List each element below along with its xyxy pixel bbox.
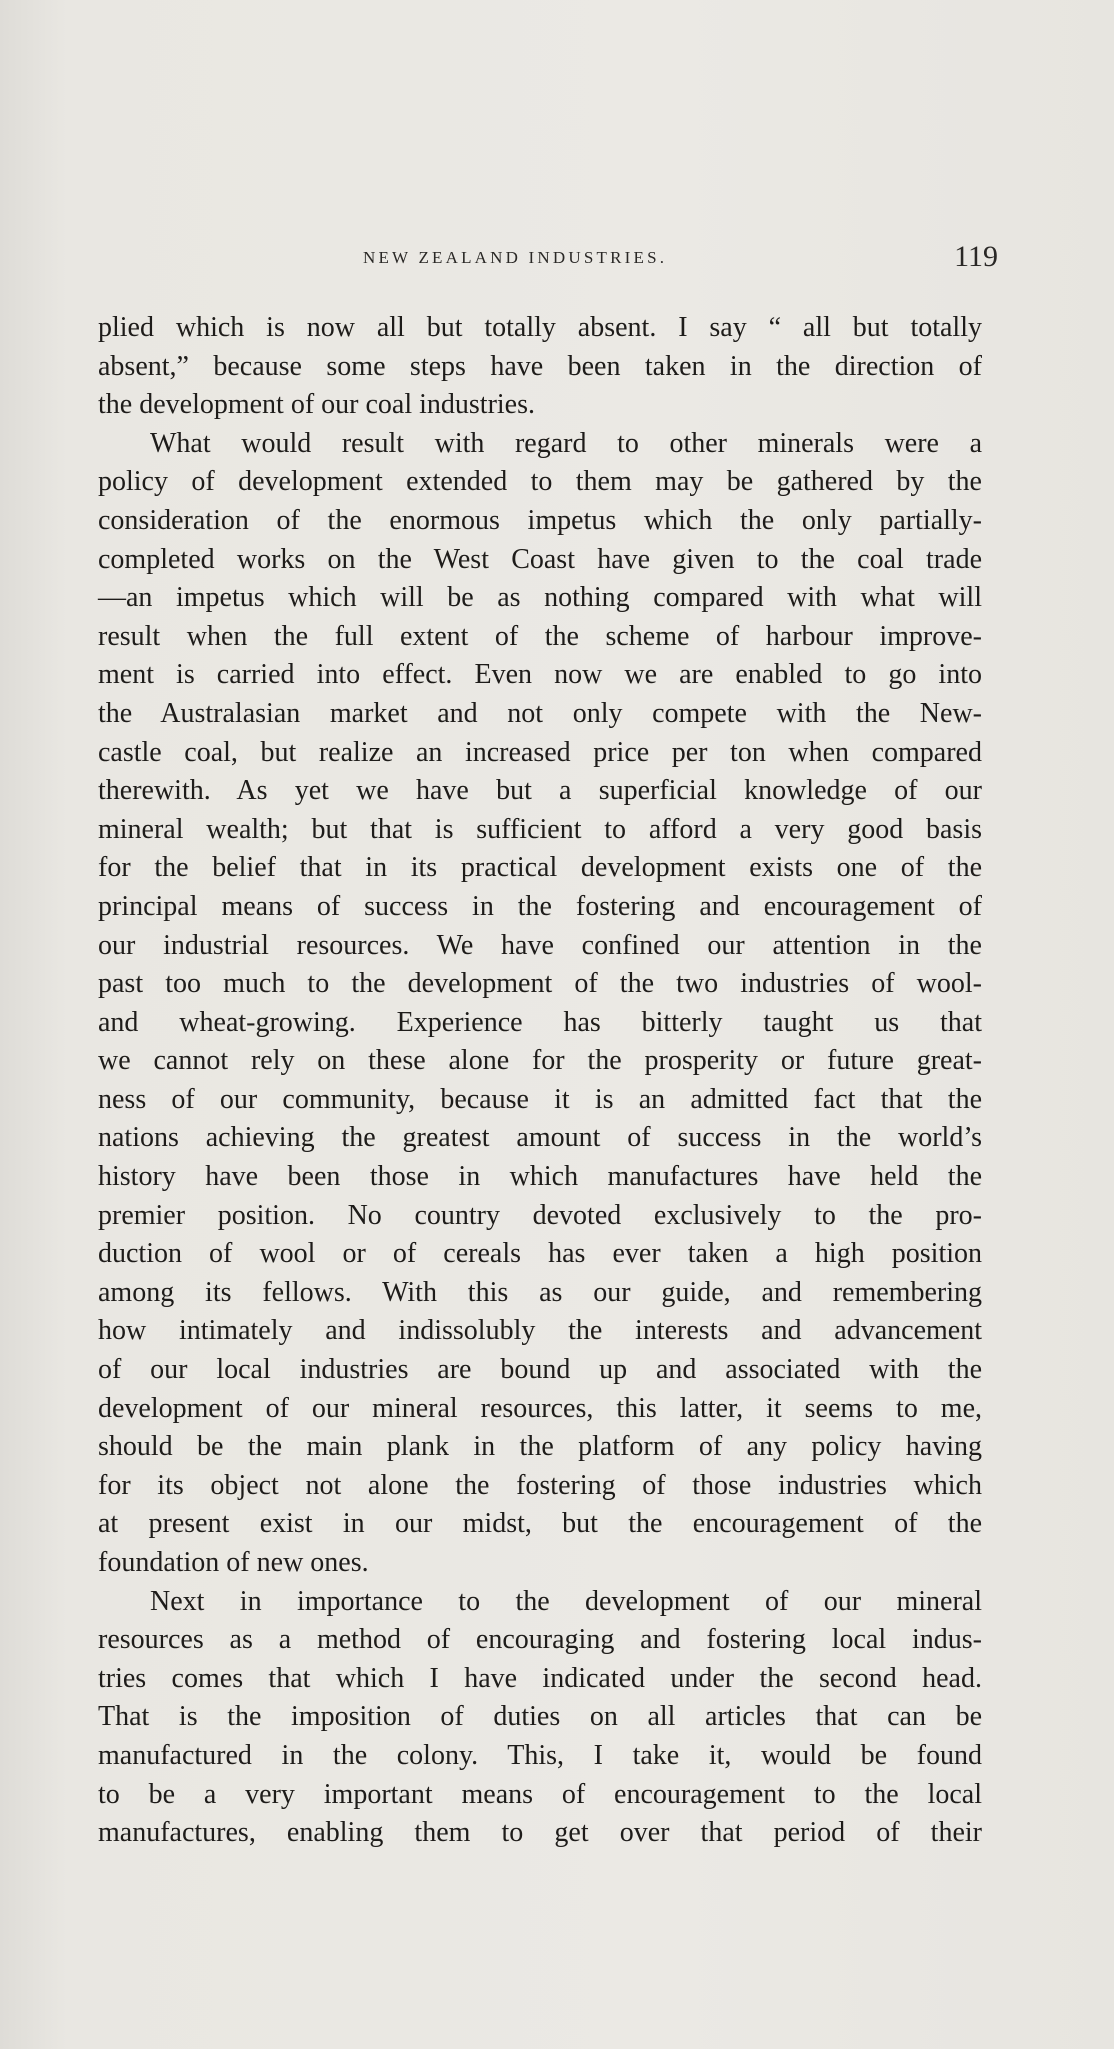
running-head [98, 240, 998, 280]
text-line: ment is carried into effect. Even now we are enabled to go into [98, 659, 982, 691]
text-line: foundation of new ones. [98, 1547, 369, 1578]
text-line: That is the imposition of duties on all articles that can be [98, 1701, 982, 1733]
text-line: to be a very important means of encouragement to the local [98, 1778, 982, 1810]
text-line: therewith. As yet we have but a superficial knowledge of our [98, 775, 982, 807]
text-line: manufactures, enabling them to get over that period of their [98, 1817, 982, 1849]
text-line: at present exist in our midst, but the encouragement of the [98, 1508, 982, 1540]
text-line: absent,” because some steps have been taken in the direction of [98, 350, 982, 382]
text-line: how intimately and indissolubly the interests and advancement [98, 1315, 982, 1347]
text-line: mineral wealth; but that is sufficient to afford a very good basis [98, 813, 982, 845]
text-line: the development of our coal industries. [98, 389, 535, 421]
text-line: manufactured in the colony. This, I take it, would be found [98, 1739, 982, 1771]
text-line: duction of wool or of cereals has ever taken a high position [98, 1238, 982, 1270]
page-number: 119 [954, 240, 998, 273]
text-line: of our local industries are bound up and associated with the [98, 1354, 982, 1386]
text-line: completed works on the West Coast have given to the coal trade [98, 543, 982, 575]
text-line: for its object not alone the fostering of those industries which [98, 1469, 982, 1501]
text-line: resources as a method of encouraging and fostering local indus- [98, 1624, 982, 1656]
text-line: past too much to the development of the two industries of wool- [98, 968, 982, 1000]
text-line: development of our mineral resources, this latter, it seems to me, [98, 1392, 982, 1424]
text-line: —an impetus which will be as nothing compared with what will [98, 582, 982, 614]
text-line: history have been those in which manufactures have held the [98, 1161, 982, 1193]
text-line: tries comes that which I have indicated under the second head. [98, 1662, 982, 1694]
text-line: we cannot rely on these alone for the prosperity or future great- [98, 1045, 982, 1077]
text-line: among its fellows. With this as our guide, and remembering [98, 1276, 982, 1308]
text-line: for the belief that in its practical development exists one of the [98, 852, 982, 884]
text-line: premier position. No country devoted exclusively to the pro- [98, 1199, 982, 1231]
text-line: What would result with regard to other minerals were a [150, 427, 982, 459]
text-line: policy of development extended to them may be gathered by the [98, 466, 982, 498]
text-line: and wheat-growing. Experience has bitterly taught us that [98, 1006, 982, 1038]
text-line: result when the full extent of the scheme of harbour improve- [98, 620, 982, 652]
text-line: should be the main plank in the platform of any policy having [98, 1431, 982, 1463]
text-line: consideration of the enormous impetus which the only partially- [98, 504, 982, 536]
text-line: Next in importance to the development of our mineral [150, 1585, 982, 1617]
text-line: the Australasian market and not only compete with the New- [98, 697, 982, 729]
text-line: castle coal, but realize an increased price per ton when compared [98, 736, 982, 768]
running-title: NEW ZEALAND INDUSTRIES. [363, 248, 668, 267]
text-line: principal means of success in the fostering and encouragement of [98, 890, 982, 922]
text-line: nations achieving the greatest amount of success in the world’s [98, 1122, 982, 1154]
text-line: plied which is now all but totally absent. I say “ all but totally [98, 312, 982, 343]
body-text [98, 309, 982, 1853]
text-line: ness of our community, because it is an admitted fact that the [98, 1083, 982, 1115]
text-line: our industrial resources. We have confined our attention in the [98, 929, 982, 961]
